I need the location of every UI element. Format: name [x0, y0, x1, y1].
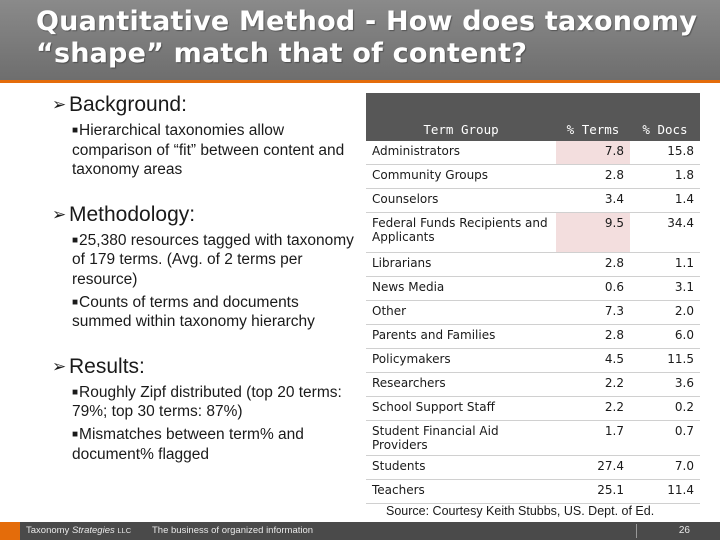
bullet-item: [72, 383, 362, 422]
cell-pct-docs: 1.4: [630, 189, 700, 213]
bullet-heading-methodology: [52, 202, 362, 228]
source-note: Source: Courtesy Keith Stubbs, US. Dept. of Ed.: [386, 504, 655, 518]
cell-pct-terms: 2.8: [556, 325, 630, 349]
table-row: [366, 480, 700, 504]
cell-term: Student Financial Aid Providers: [366, 421, 556, 456]
bullet-item-text: 25,380 resources tagged with taxonomy of 179 terms. (Avg. of 2 terms per resource): [72, 231, 354, 288]
cell-term: News Media: [366, 277, 556, 301]
cell-pct-docs: 3.6: [630, 373, 700, 397]
bullet-item: [72, 293, 362, 332]
table-row: [366, 253, 700, 277]
table-row: [366, 349, 700, 373]
cell-pct-docs: 1.8: [630, 165, 700, 189]
footer-brand: [26, 525, 131, 536]
bullet-item-text: Roughly Zipf distributed (top 20 terms: 79%; top 30 terms: 87%): [72, 383, 342, 421]
square-bullet-icon: ■: [72, 386, 79, 398]
table-row: [366, 301, 700, 325]
footer-tagline: The business of organized information: [152, 525, 314, 536]
footer-divider: [636, 524, 637, 538]
cell-pct-docs: 2.0: [630, 301, 700, 325]
table-row: [366, 189, 700, 213]
table-row: [366, 277, 700, 301]
footer-bar: [0, 522, 720, 540]
cell-term: Community Groups: [366, 165, 556, 189]
cell-term: Parents and Families: [366, 325, 556, 349]
cell-term: Counselors: [366, 189, 556, 213]
cell-pct-terms: 2.2: [556, 397, 630, 421]
cell-pct-terms: 7.3: [556, 301, 630, 325]
bullet-heading-text: Background:: [69, 93, 187, 116]
bullet-item: [72, 425, 362, 464]
table-row: [366, 456, 700, 480]
bullet-heading-text: Results:: [69, 354, 145, 378]
page-number: 26: [678, 525, 690, 536]
cell-pct-terms: 9.5: [556, 213, 630, 253]
table-row: [366, 165, 700, 189]
bullet-item-text: Counts of terms and documents summed within taxonomy hierarchy: [72, 293, 315, 331]
cell-term: Administrators: [366, 141, 556, 165]
title-bar: [0, 0, 720, 80]
square-bullet-icon: ■: [72, 125, 79, 136]
table-row: [366, 141, 700, 165]
term-group-table-wrapper: [366, 93, 694, 504]
cell-pct-docs: 6.0: [630, 325, 700, 349]
table-row: [366, 213, 700, 253]
table-row: [366, 373, 700, 397]
table-header-row: [366, 93, 700, 141]
cell-pct-terms: 27.4: [556, 456, 630, 480]
cell-term: Federal Funds Recipients and Applicants: [366, 213, 556, 253]
logo-icon: [0, 522, 20, 540]
cell-term: Librarians: [366, 253, 556, 277]
header-term-group: Term Group: [366, 93, 556, 141]
bullet-item-text: Mismatches between term% and document% flagged: [72, 425, 304, 463]
table-row: [366, 397, 700, 421]
bullet-heading-background: [52, 92, 362, 118]
bullet-heading-text: Methodology:: [69, 202, 196, 226]
bullet-item-text: Hierarchical taxonomies allow comparison of “fit” between content and taxonomy areas: [72, 122, 345, 179]
cell-term: Researchers: [366, 373, 556, 397]
cell-pct-terms: 2.8: [556, 165, 630, 189]
cell-pct-docs: 0.2: [630, 397, 700, 421]
brand-italic: Strategies: [71, 525, 115, 536]
square-bullet-icon: ■: [72, 296, 79, 308]
slide-title: Quantitative Method - How does taxonomy “shape” match that of content?: [36, 6, 698, 69]
cell-term: Policymakers: [366, 349, 556, 373]
table-row: [366, 325, 700, 349]
cell-pct-docs: 15.8: [630, 141, 700, 165]
cell-pct-terms: 3.4: [556, 189, 630, 213]
cell-pct-docs: 1.1: [630, 253, 700, 277]
arrow-icon: ➢: [52, 95, 67, 114]
arrow-icon: ➢: [52, 204, 67, 224]
cell-term: Teachers: [366, 480, 556, 504]
accent-divider: [0, 80, 720, 83]
cell-pct-terms: 2.2: [556, 373, 630, 397]
square-bullet-icon: ■: [72, 234, 79, 246]
cell-pct-terms: 0.6: [556, 277, 630, 301]
cell-term: Students: [366, 456, 556, 480]
table-row: [366, 421, 700, 456]
cell-pct-docs: 34.4: [630, 213, 700, 253]
bullet-heading-results: [52, 354, 362, 380]
cell-pct-terms: 2.8: [556, 253, 630, 277]
header-pct-docs: % Docs: [630, 93, 700, 141]
cell-pct-docs: 11.4: [630, 480, 700, 504]
cell-term: School Support Staff: [366, 397, 556, 421]
square-bullet-icon: ■: [72, 428, 79, 440]
brand-main: Taxonomy: [26, 525, 70, 536]
bullet-list: [52, 88, 362, 464]
cell-pct-docs: 7.0: [630, 456, 700, 480]
cell-pct-terms: 7.8: [556, 141, 630, 165]
cell-pct-terms: 25.1: [556, 480, 630, 504]
bullet-item: [72, 121, 362, 180]
term-group-table: [366, 93, 700, 504]
cell-pct-docs: 0.7: [630, 421, 700, 456]
cell-pct-terms: 4.5: [556, 349, 630, 373]
arrow-icon: ➢: [52, 356, 67, 376]
cell-pct-docs: 3.1: [630, 277, 700, 301]
cell-pct-terms: 1.7: [556, 421, 630, 456]
header-pct-terms: % Terms: [556, 93, 630, 141]
cell-term: Other: [366, 301, 556, 325]
cell-pct-docs: 11.5: [630, 349, 700, 373]
brand-suffix: LLC: [117, 526, 132, 535]
bullet-item: [72, 231, 362, 290]
